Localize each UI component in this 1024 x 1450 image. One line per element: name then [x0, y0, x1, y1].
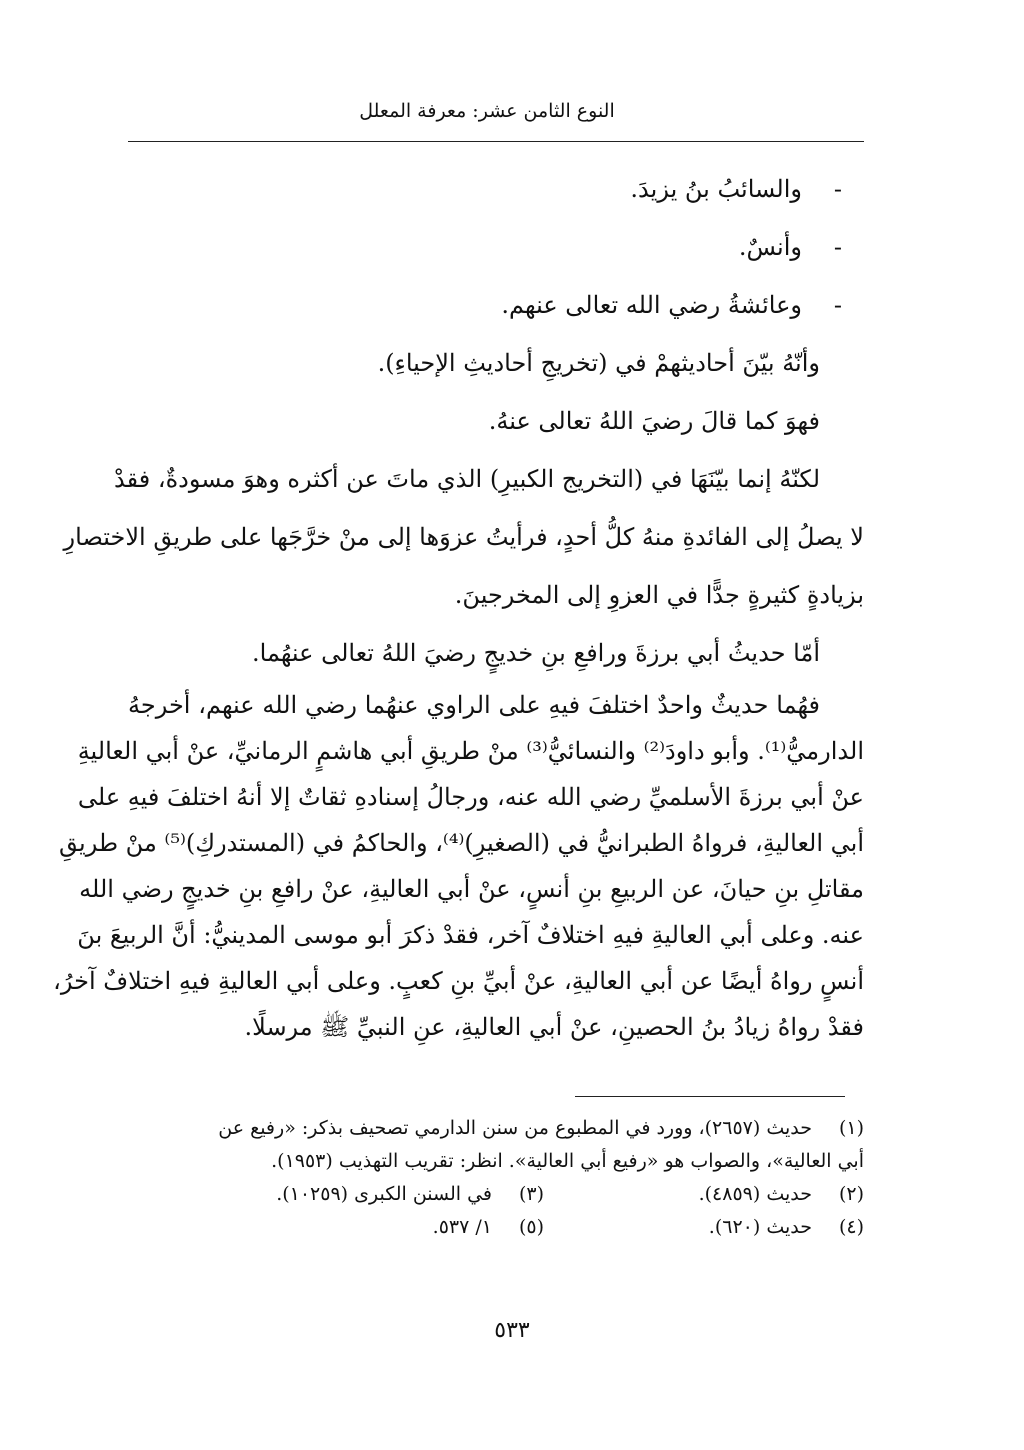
footnote-text: حديث (٦٢٠).: [708, 1216, 812, 1238]
list-item-text: وأنسٌ.: [738, 233, 802, 261]
footnote-text: في السنن الكبرى (١٠٢٥٩).: [276, 1183, 492, 1205]
footnote-5: [224, 1211, 544, 1244]
page-number: ٥٣٣: [494, 1318, 530, 1343]
footnote-1-continuation: أبي العالية»، والصواب هو «رفيع أبي العالية». انظر: تقريب التهذيب (١٩٥٣).: [271, 1150, 864, 1172]
list-dash: -: [833, 291, 842, 319]
header-rule: [128, 141, 864, 142]
footnote-text: حديث (٢٦٥٧)، وورد في المطبوع من سنن الدارمي تصحيف بذكر: «رفيع عن: [218, 1117, 812, 1139]
list-item: [128, 218, 864, 276]
paragraph-line: فهوَ كما قالَ رضيَ اللهُ تعالى عنهُ.: [488, 407, 820, 435]
main-text: [53, 160, 864, 1050]
list-item: [128, 160, 864, 218]
paragraph-line: عنْ أبي برزةَ الأسلميِّ رضي الله عنه، ورجالُ إسنادهِ ثقاتٌ إلا أنهُ اختلفَ فيهِ على: [77, 783, 864, 811]
paragraph-line: أمّا حديثُ أبي برزةَ ورافعِ بنِ خديجٍ رضيَ اللهُ تعالى عنهُما.: [252, 639, 820, 667]
footnote-number: (٣): [518, 1183, 544, 1205]
footnote-number: (٤): [838, 1216, 864, 1238]
paragraph-line: لكنّهُ إنما بيّنَهَا في (التخريج الكبيرِ) الذي ماتَ عن أكثره وهوَ مسودةٌ، فقدْ: [114, 465, 820, 493]
footnote-rule: [575, 1096, 845, 1097]
long-paragraph: [53, 682, 864, 1050]
footnote-number: (٢): [838, 1183, 864, 1205]
footnote-text: حديث (٤٨٥٩).: [698, 1183, 812, 1205]
footnote-2: [544, 1178, 864, 1211]
paragraph-line: الدارميُّ⁽¹⁾. وأبو داودَ⁽²⁾ والنسائيُّ⁽³⁾ منْ طريقِ أبي هاشمٍ الرمانيِّ، عنْ أبي العاليةِ: [77, 737, 864, 765]
paragraph-line: لا يصلُ إلى الفائدةِ منهُ كلُّ أحدٍ، فرأيتُ عزوَها إلى منْ خرَّجَها على طريقِ الاختصارِ: [63, 523, 864, 551]
footnote-number: (١): [838, 1117, 864, 1139]
list-item-text: وعائشةُ رضي الله تعالى عنهم.: [501, 291, 802, 319]
paragraph-line: فهُما حديثٌ واحدٌ اختلفَ فيهِ على الراوي عنهُما رضي الله عنهم، أخرجهُ: [128, 691, 820, 719]
list-dash: -: [833, 175, 842, 203]
running-header: النوع الثامن عشر: معرفة المعلل: [359, 100, 615, 122]
paragraph-line: أبي العاليةِ، فرواهُ الطبرانيُّ في (الصغيرِ)⁽⁴⁾، والحاكمُ في (المستدركِ)⁽⁵⁾ منْ طريقِ: [59, 829, 864, 857]
paragraph-line: مقاتلِ بنِ حيانَ، عن الربيعِ بنِ أنسٍ، عنْ أبي العاليةِ، عنْ رافعِ بنِ خديجٍ رضي الله: [79, 875, 864, 903]
paragraph-line: فقدْ رواهُ زيادُ بنُ الحصينِ، عنْ أبي العاليةِ، عنِ النبيِّ ﷺ مرسلًا.: [244, 1013, 864, 1041]
list-item: [128, 276, 864, 334]
footnote-3: [224, 1178, 544, 1211]
paragraph-line: وأنّهُ بيّنَ أحاديثهمْ في (تخريجِ أحاديثِ الإحياءِ).: [377, 349, 820, 377]
list-dash: -: [833, 233, 842, 261]
paragraph-line: بزيادةٍ كثيرةٍ جدًّا في العزوِ إلى المخرجينَ.: [454, 581, 864, 609]
footnote-row: [128, 1178, 864, 1211]
footnote-1: [128, 1112, 864, 1145]
footnote-4: [544, 1211, 864, 1244]
footnote-row: [128, 1211, 864, 1244]
footnotes: [128, 1112, 864, 1244]
list-item-text: والسائبُ بنُ يزيدَ.: [630, 175, 802, 203]
paragraph-line: أنسٍ رواهُ أيضًا عن أبي العاليةِ، عنْ أبيِّ بنِ كعبٍ. وعلى أبي العاليةِ فيهِ اختلافٌ آخرُ،: [53, 967, 864, 995]
footnote-number: (٥): [518, 1216, 544, 1238]
paragraph-line: عنه. وعلى أبي العاليةِ فيهِ اختلافٌ آخر، فقدْ ذكرَ أبو موسى المدينيُّ: أنَّ الربيعَ بنَ: [77, 921, 864, 949]
footnote-text: ١/ ٥٣٧.: [432, 1216, 492, 1238]
